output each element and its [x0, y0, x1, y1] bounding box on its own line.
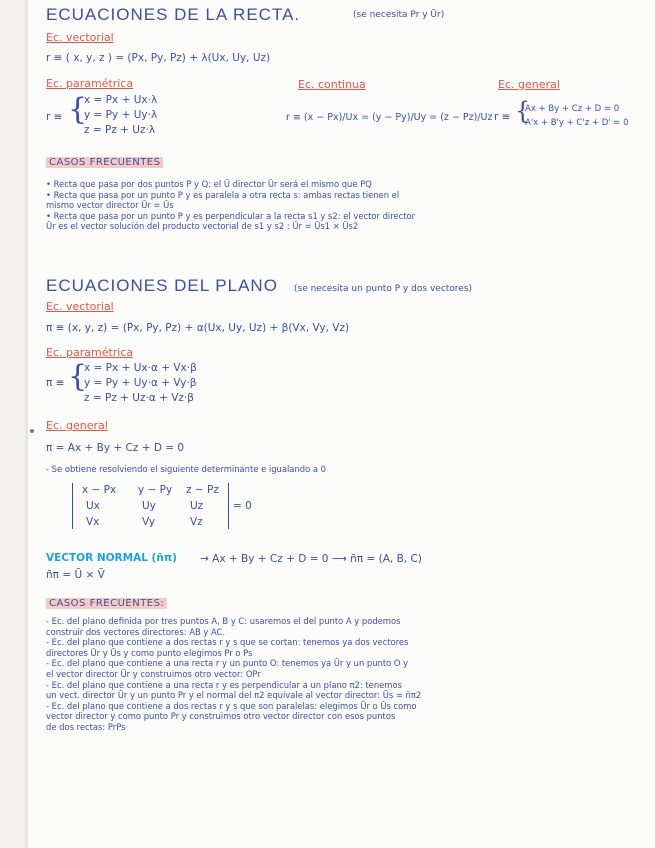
list-item: mismo vector director Ūr = Ūs — [46, 200, 174, 211]
recta-vectorial-label: Ec. vectorial — [46, 31, 114, 44]
list-item: un vect. director Ūr y un punto Pr y el normal del π2 equivale al vector director: Ūs = n̄π2 — [46, 690, 422, 701]
determinant-cell: Vz — [190, 516, 203, 528]
list-item: vector director y como punto Pr y construimos otro vector director con esos puntos — [46, 711, 396, 722]
list-item: • Recta que pasa por un punto P y es perpendicular a la recta s1 y s2: el vector director — [46, 210, 416, 221]
list-item: el vector director Ūr y construimos otro vector: OPr — [46, 668, 261, 679]
brace-icon: { — [515, 97, 531, 125]
list-item: construir dos vectores directores: AB y AC. — [46, 626, 226, 637]
determinant-cell: Ux — [86, 500, 100, 512]
determinant-bar-right — [228, 483, 229, 529]
recta-parametrica-lines: x = Px + Ux·λ y = Py + Uy·λ z = Pz + Uz·λ — [84, 94, 158, 136]
determinant-cell: Vy — [142, 516, 156, 528]
recta-note: (se necesita Pr y Ūr) — [353, 10, 445, 20]
plano-parametrica-prefix: π ≡ — [46, 377, 65, 389]
list-item: - Ec. del plano que contiene a una recta r y es perpendicular a un plano π2: tenemos — [46, 679, 402, 690]
recta-casos-list — [46, 179, 415, 232]
notebook-page — [28, 0, 655, 848]
recta-general-lines: Ax + By + Cz + D = 0 A'x + B'y + C'z + D' = 0 — [525, 104, 629, 128]
recta-general-label: Ec. general — [498, 78, 560, 91]
brace-icon: { — [68, 359, 88, 394]
plano-parametrica-lines: x = Px + Ux·α + Vx·β y = Py + Uy·α + Vy·β z = Pz + Uz·α + Vz·β — [84, 362, 197, 404]
determinant-cell: y − Py — [138, 484, 173, 496]
list-item: Ūr es el vector solución del producto vectorial de s1 y s2 : Ūr = Ūs1 × Ūs2 — [46, 221, 359, 232]
list-item: - Ec. del plano que contiene a una recta r y un punto O: tenemos ya Ūr y un punto O y — [46, 658, 409, 669]
plano-title: ECUACIONES DEL PLANO — [46, 276, 278, 295]
list-item: - Ec. del plano definida por tres puntos A, B y C: usaremos el del punto A y podemos — [46, 616, 401, 626]
list-item: de dos rectas: PrPs — [46, 721, 126, 732]
plano-casos-list — [46, 616, 421, 733]
recta-casos-label: CASOS FRECUENTES — [46, 157, 163, 168]
plano-parametrica-label: Ec. paramétrica — [46, 346, 134, 359]
determinant-result: = 0 — [233, 500, 252, 512]
list-item: • Recta que pasa por un punto P y es paralela a otra recta s: ambas rectas tienen el — [46, 189, 400, 200]
recta-parametrica-label: Ec. paramétrica — [46, 77, 134, 90]
punch-hole-icon — [30, 429, 34, 433]
list-item: - Ec. del plano que contiene a dos rectas r y s que se cortan: tenemos ya dos vectores — [46, 637, 409, 648]
normal-vector-cross: n̄π = Ū × V̄ — [46, 569, 105, 581]
determinant-cell: Uz — [190, 500, 204, 512]
recta-vectorial-eq: r ≡ ( x, y, z ) = (Px, Py, Pz) + λ(Ux, Uy, Uz) — [46, 52, 271, 64]
plano-vectorial-eq: π ≡ (x, y, z) = (Px, Py, Pz) + α(Ux, Uy, Uz) + β(Vx, Vy, Vz) — [46, 322, 350, 334]
determinant-cell: Uy — [142, 500, 156, 512]
brace-icon: { — [68, 92, 88, 127]
recta-parametrica-prefix: r ≡ — [46, 111, 63, 123]
recta-general-prefix: r ≡ — [494, 111, 511, 123]
plano-vectorial-label: Ec. vectorial — [46, 300, 114, 313]
recta-continua-label: Ec. continua — [298, 78, 366, 91]
plano-general-desc: - Se obtiene resolviendo el siguiente determinante e igualando a 0 — [46, 464, 326, 474]
plano-general-label: Ec. general — [46, 419, 108, 432]
recta-continua-eq: r ≡ (x − Px)/Ux = (y − Py)/Uy = (z − Pz)/Uz — [286, 112, 493, 123]
normal-vector-eq: → Ax + By + Cz + D = 0 ⟶ n̄π = (A, B, C) — [200, 553, 422, 565]
plano-general-eq: π = Ax + By + Cz + D = 0 — [46, 442, 185, 454]
normal-vector-label: VECTOR NORMAL (n̄π) — [46, 552, 177, 564]
plano-casos-label: CASOS FRECUENTES: — [46, 598, 167, 609]
determinant-cell: Vx — [86, 516, 100, 528]
plano-note: (se necesita un punto P y dos vectores) — [294, 284, 473, 294]
determinant-cell: z − Pz — [186, 484, 219, 496]
determinant-cell: x − Px — [82, 484, 117, 496]
recta-title: ECUACIONES DE LA RECTA. — [46, 5, 301, 24]
determinant-bar-left — [72, 483, 73, 529]
list-item: - Ec. del plano que contiene a dos rectas r y s que son paralelas: elegimos Ūr o Ūs como — [46, 700, 417, 711]
list-item: • Recta que pasa por dos puntos P y Q: el Ū director Ūr será el mismo que PQ — [46, 179, 372, 189]
list-item: directores Ūr y Ūs y como punto elegimos Pr o Ps — [46, 647, 253, 658]
